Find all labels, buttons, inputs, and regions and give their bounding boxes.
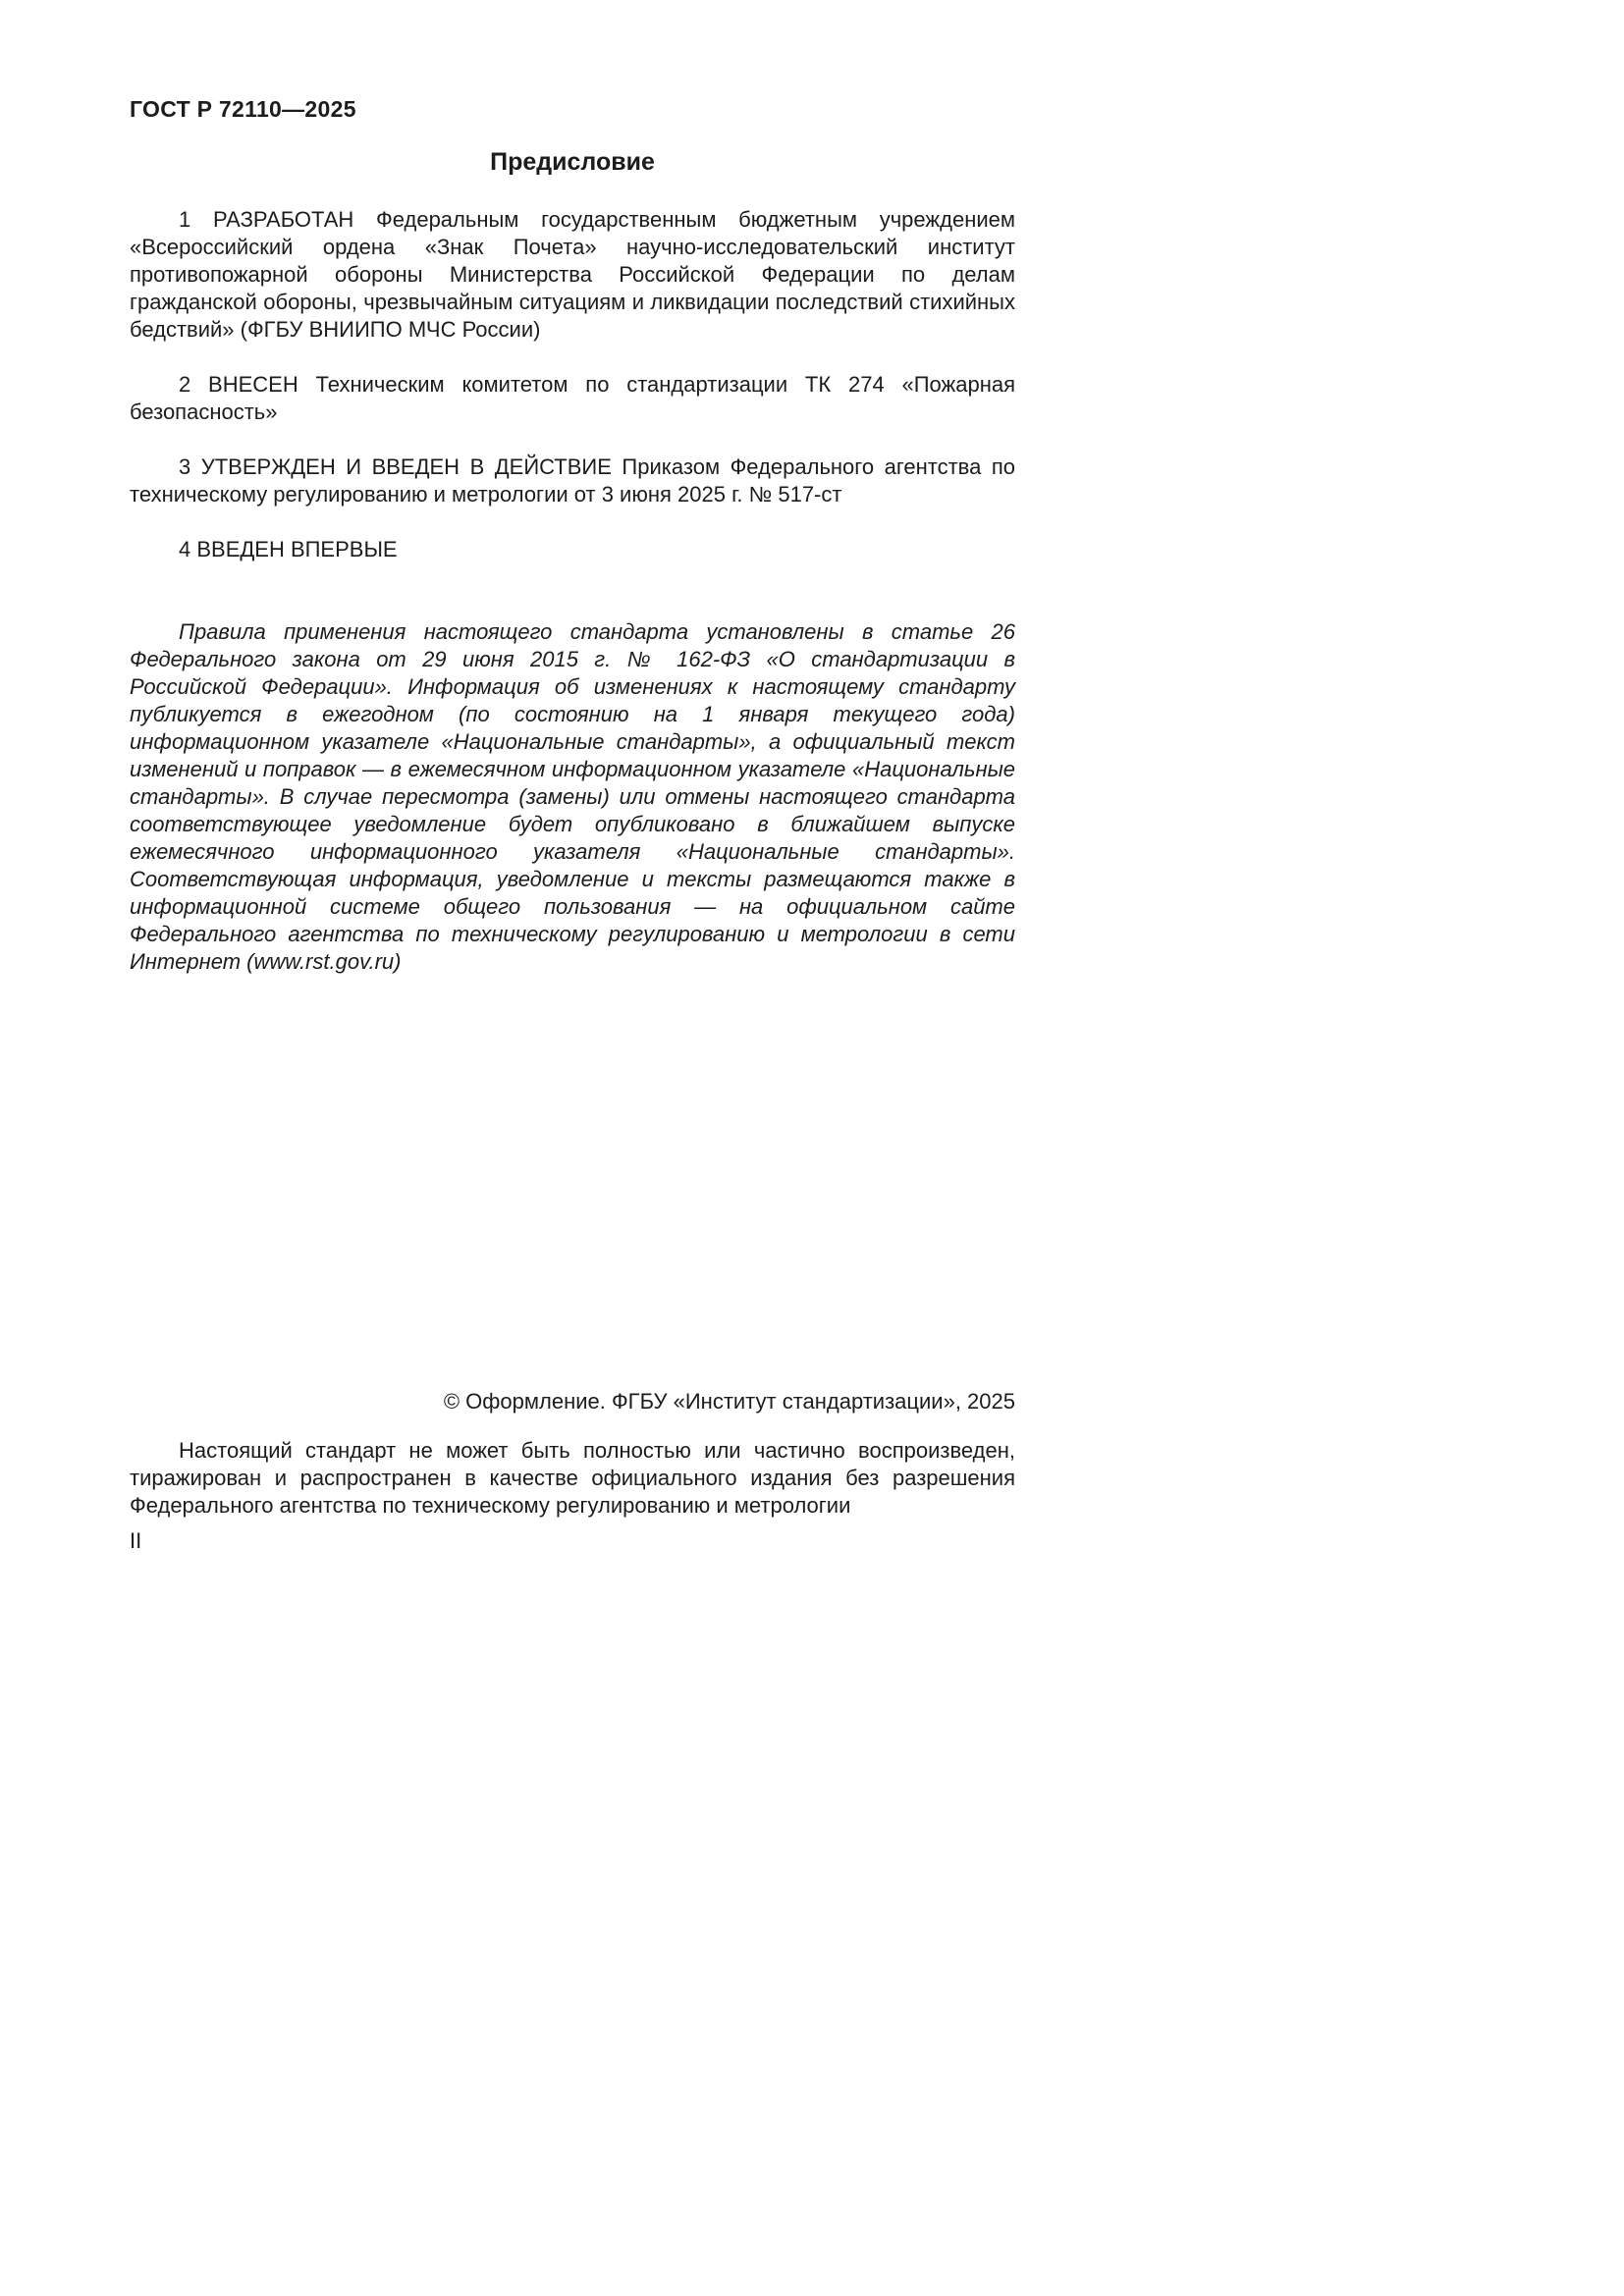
page-title: Предисловие	[490, 148, 655, 176]
page-number: II	[130, 1528, 142, 1553]
foreword-item-developed: 1 РАЗРАБОТАН Федеральным государственным бюджетным учреждением «Всероссийский ордена «Знак Почета» научно-исследовательский институт противопожарной обороны Министерства Российской Федерации по делам гражданской обороны, чрезвычайным ситуациям и ликвидации последствий стихийных бедствий» (ФГБУ ВНИИПО МЧС России)	[130, 207, 1015, 342]
foreword-item-submitted: 2 ВНЕСЕН Техническим комитетом по стандартизации ТК 274 «Пожарная безопасность»	[130, 372, 1015, 424]
rules-application-note: Правила применения настоящего стандарта установлены в статье 26 Федерального закона от 29 июня 2015 г. № 162-ФЗ «О стандартизации в Российской Федерации». Информация об изменениях к настоящему стандарту публикуется в ежегодном (по состоянию на 1 января текущего года) информационном указателе «Национальные стандарты», а официальный текст изменений и поправок — в ежемесячном информационном указателе «Национальные стандарты». В случае пересмотра (замены) или отмены настоящего стандарта соответствующее уведомление будет опубликовано в ближайшем выпуске ежемесячного информационного указателя «Национальные стандарты». Соответствующая информация, уведомление и тексты размещаются также в информационной системе общего пользования — на официальном сайте Федерального агентства по техническому регулированию и метрологии в сети Интернет (www.rst.gov.ru)	[130, 619, 1015, 974]
foreword-item-approved: 3 УТВЕРЖДЕН И ВВЕДЕН В ДЕЙСТВИЕ Приказом Федерального агентства по техническому регулированию и метрологии от 3 июня 2025 г. № 517-ст	[130, 454, 1015, 507]
document-code: ГОСТ Р 72110—2025	[130, 96, 356, 122]
copyright-line: © Оформление. ФГБУ «Институт стандартизации», 2025	[443, 1389, 1015, 1414]
page-content	[130, 96, 1015, 1555]
foreword-item-first-edition: 4 ВВЕДЕН ВПЕРВЫЕ	[179, 537, 398, 561]
reproduction-notice: Настоящий стандарт не может быть полностью или частично воспроизведен, тиражирован и распространен в качестве официального издания без разрешения Федерального агентства по техническому регулированию и метрологии	[130, 1438, 1015, 1518]
